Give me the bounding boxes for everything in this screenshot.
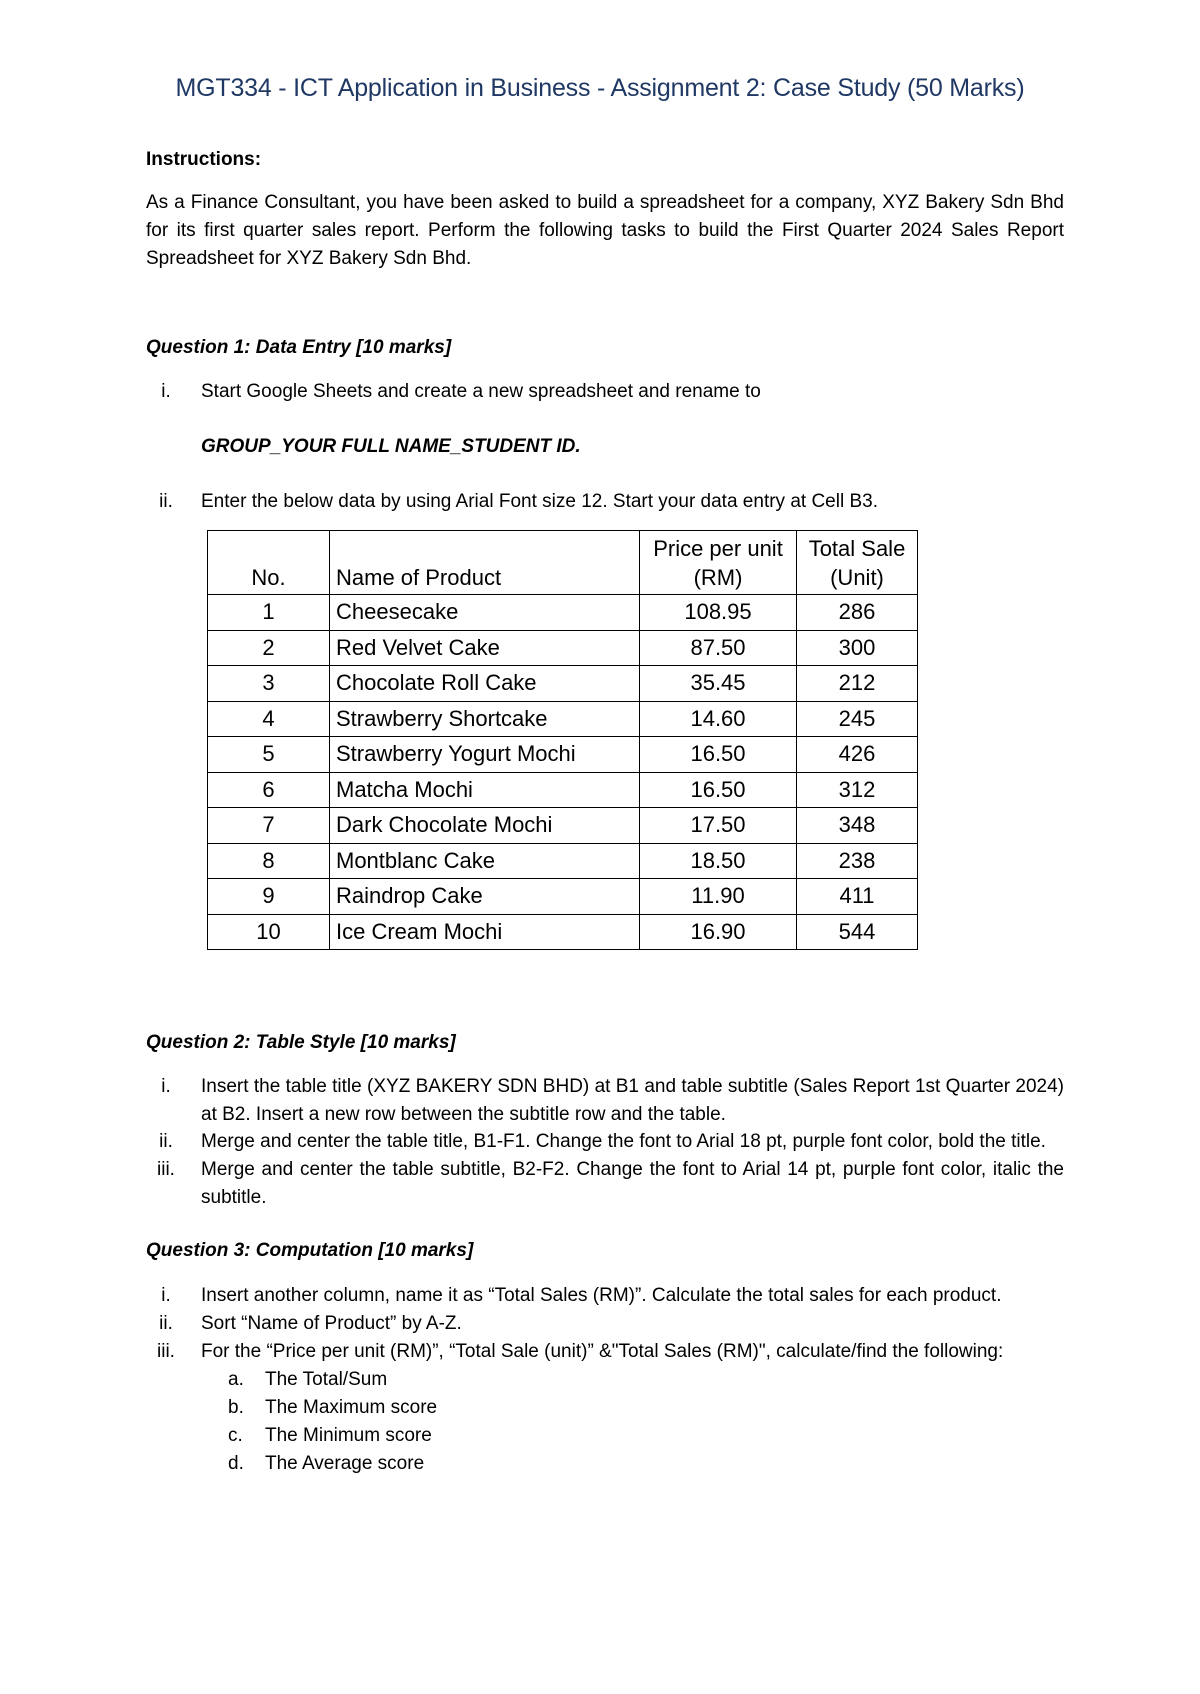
- q3-item-1-text: Insert another column, name it as “Total Sales (RM)”. Calculate the total sales for each product.: [201, 1285, 1002, 1306]
- table-row: [208, 879, 918, 915]
- table-row: [208, 843, 918, 879]
- q1-item-2-number: ii.: [159, 491, 173, 512]
- cell-units: 312: [797, 772, 918, 808]
- header-units: [797, 531, 918, 595]
- cell-name: Red Velvet Cake: [330, 630, 640, 666]
- cell-name: Dark Chocolate Mochi: [330, 808, 640, 844]
- table-row: [208, 666, 918, 702]
- q1-item-1-text: Start Google Sheets and create a new spreadsheet and rename to: [201, 381, 761, 402]
- header-units-line1: Total Sale: [808, 536, 906, 561]
- cell-units: 300: [797, 630, 918, 666]
- cell-name: Strawberry Shortcake: [330, 701, 640, 737]
- cell-name: Raindrop Cake: [330, 879, 640, 915]
- q2-item-3-text: Merge and center the table subtitle, B2-F2. Change the font to Arial 14 pt, purple font color, italic the subtitle.: [201, 1159, 1064, 1208]
- cell-no: 6: [208, 772, 330, 808]
- q3-subitem-a-letter: a.: [228, 1369, 244, 1390]
- cell-units: 212: [797, 666, 918, 702]
- q3-subitem-c-text: The Minimum score: [265, 1425, 432, 1446]
- cell-price: 87.50: [640, 630, 797, 666]
- question-1-heading: Question 1: Data Entry [10 marks]: [146, 337, 452, 358]
- q3-subitem-d-letter: d.: [228, 1453, 244, 1474]
- header-units-line2: (Unit): [830, 565, 884, 590]
- q2-item-3-number: iii.: [157, 1159, 175, 1180]
- q2-item-1-number: i.: [161, 1076, 171, 1097]
- table-row: [208, 772, 918, 808]
- cell-name: Cheesecake: [330, 595, 640, 631]
- cell-no: 1: [208, 595, 330, 631]
- cell-units: 245: [797, 701, 918, 737]
- cell-no: 5: [208, 737, 330, 773]
- q3-item-3-number: iii.: [157, 1341, 175, 1362]
- header-price: [640, 531, 797, 595]
- q3-item-3-text: For the “Price per unit (RM)”, “Total Sale (unit)” &"Total Sales (RM)", calculate/find the following:: [201, 1341, 1004, 1362]
- cell-price: 108.95: [640, 595, 797, 631]
- header-no: No.: [208, 531, 330, 595]
- cell-no: 2: [208, 630, 330, 666]
- table-row: [208, 595, 918, 631]
- table-row: [208, 808, 918, 844]
- q3-item-2-number: ii.: [159, 1313, 173, 1334]
- cell-price: 16.50: [640, 737, 797, 773]
- q3-item-2-text: Sort “Name of Product” by A-Z.: [201, 1313, 462, 1334]
- cell-name: Montblanc Cake: [330, 843, 640, 879]
- cell-no: 10: [208, 914, 330, 950]
- table-row: [208, 914, 918, 950]
- cell-units: 426: [797, 737, 918, 773]
- cell-units: 286: [797, 595, 918, 631]
- cell-no: 3: [208, 666, 330, 702]
- cell-name: Strawberry Yogurt Mochi: [330, 737, 640, 773]
- cell-price: 35.45: [640, 666, 797, 702]
- q1-item-1-number: i.: [161, 381, 171, 402]
- cell-price: 18.50: [640, 843, 797, 879]
- q2-item-2-number: ii.: [159, 1131, 173, 1152]
- cell-no: 9: [208, 879, 330, 915]
- table-row: [208, 630, 918, 666]
- cell-price: 16.90: [640, 914, 797, 950]
- cell-units: 544: [797, 914, 918, 950]
- cell-name: Chocolate Roll Cake: [330, 666, 640, 702]
- q1-item-2-text: Enter the below data by using Arial Font size 12. Start your data entry at Cell B3.: [201, 491, 878, 512]
- cell-units: 238: [797, 843, 918, 879]
- cell-no: 8: [208, 843, 330, 879]
- q3-subitem-b-text: The Maximum score: [265, 1397, 438, 1418]
- q3-subitem-c-letter: c.: [228, 1425, 243, 1446]
- table-row: [208, 701, 918, 737]
- header-price-line1: Price per unit: [653, 536, 783, 561]
- table-header-row: [208, 531, 918, 595]
- header-name: Name of Product: [330, 531, 640, 595]
- cell-units: 411: [797, 879, 918, 915]
- instructions-paragraph: As a Finance Consultant, you have been asked to build a spreadsheet for a company, XYZ Bakery Sdn Bhd for its first quarter sales report. Perform the following tasks to build the First Quarter 2024 Sales Report Spreadsheet for XYZ Bakery Sdn Bhd.: [146, 192, 1064, 269]
- cell-price: 11.90: [640, 879, 797, 915]
- header-price-line2: (RM): [693, 565, 743, 590]
- q3-subitem-a-text: The Total/Sum: [265, 1369, 388, 1390]
- cell-units: 348: [797, 808, 918, 844]
- cell-no: 4: [208, 701, 330, 737]
- q2-item-2-text: Merge and center the table title, B1-F1. Change the font to Arial 18 pt, purple font color, bold the title.: [201, 1131, 1046, 1152]
- table-row: [208, 737, 918, 773]
- cell-price: 16.50: [640, 772, 797, 808]
- cell-price: 14.60: [640, 701, 797, 737]
- cell-no: 7: [208, 808, 330, 844]
- q2-item-1-text: Insert the table title (XYZ BAKERY SDN BHD) at B1 and table subtitle (Sales Report 1st Quarter 2024) at B2. Insert a new row between the subtitle row and the table.: [201, 1076, 1064, 1125]
- q3-subitem-d-text: The Average score: [265, 1453, 425, 1474]
- q1-filename: GROUP_YOUR FULL NAME_STUDENT ID.: [201, 436, 581, 457]
- cell-name: Ice Cream Mochi: [330, 914, 640, 950]
- question-2-heading: Question 2: Table Style [10 marks]: [146, 1032, 456, 1053]
- cell-name: Matcha Mochi: [330, 772, 640, 808]
- question-3-heading: Question 3: Computation [10 marks]: [146, 1240, 474, 1261]
- q3-subitem-b-letter: b.: [228, 1397, 244, 1418]
- instructions-heading: Instructions:: [146, 149, 262, 170]
- product-sales-table: [207, 530, 918, 950]
- q3-item-1-number: i.: [161, 1285, 171, 1306]
- cell-price: 17.50: [640, 808, 797, 844]
- document-title: MGT334 - ICT Application in Business - Assignment 2: Case Study (50 Marks): [175, 74, 1025, 102]
